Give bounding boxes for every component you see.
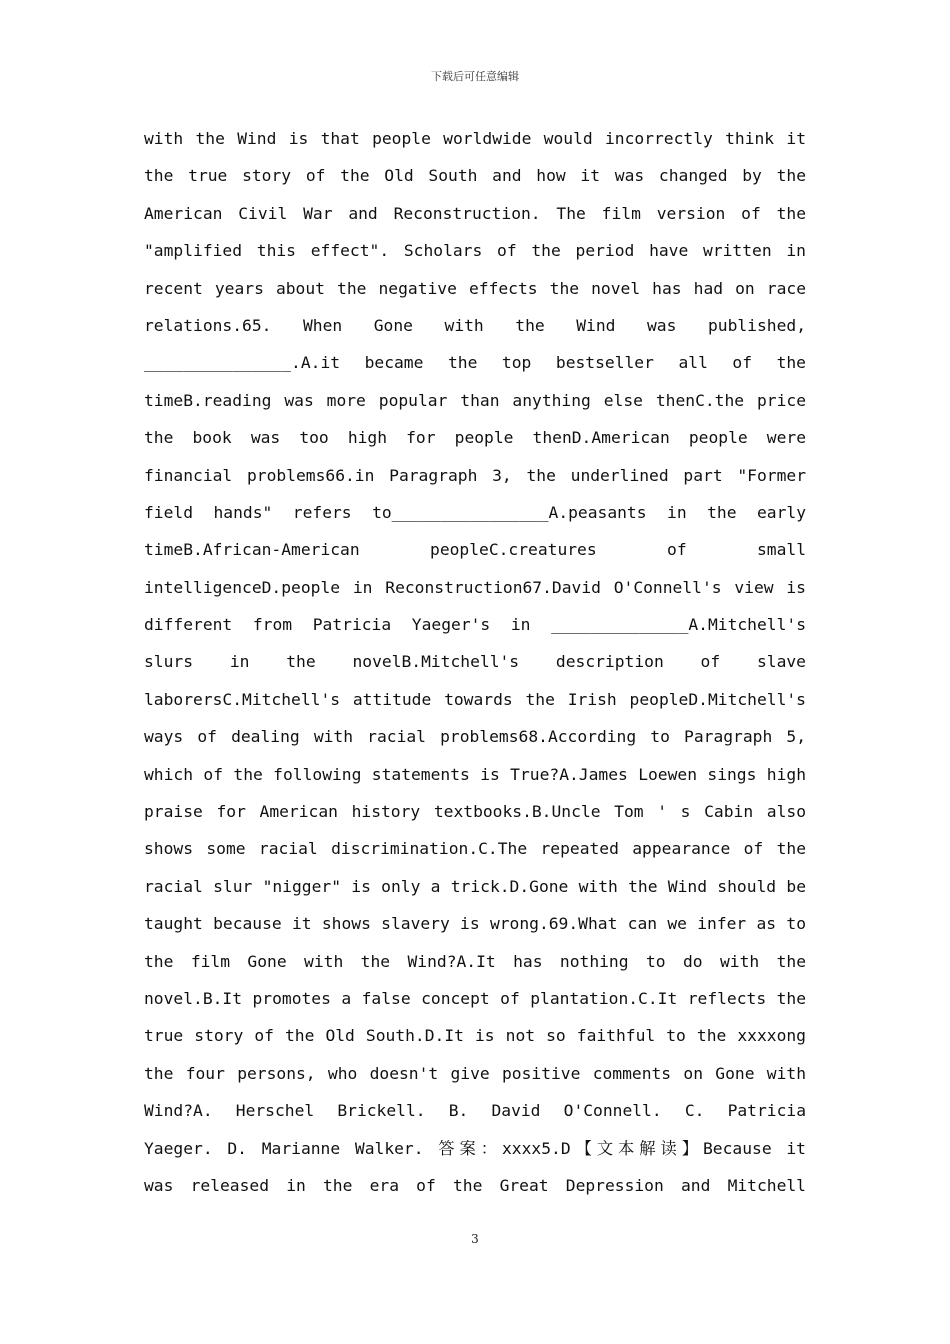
text-line: which of the following statements is True?A.James Loewen sings high (144, 764, 806, 784)
body-text (144, 120, 806, 1204)
text-line: Yaeger. D. Marianne Walker. 答案：xxxx5.D【文本解读】Because it (144, 1138, 806, 1158)
text-line: slurs in the novelB.Mitchell's description of slave (144, 652, 806, 672)
text-line: field hands" refers to________________A.peasants in the early (144, 502, 806, 522)
page-header: 下载后可任意编辑 (431, 70, 519, 83)
text-line: taught because it shows slavery is wrong.69.What can we infer as to (144, 914, 806, 934)
text-line: "amplified this effect". Scholars of the period have written in (144, 241, 806, 261)
text-line: novel.B.It promotes a false concept of plantation.C.It reflects the (144, 988, 806, 1008)
text-line: the four persons, who doesn't give positive comments on Gone with (144, 1063, 806, 1083)
text-line: recent years about the negative effects the novel has had on race (144, 278, 806, 298)
text-line: ways of dealing with racial problems68.According to Paragraph 5, (144, 727, 806, 747)
text-line: was released in the era of the Great Depression and Mitchell (144, 1175, 806, 1195)
text-line: _______________.A.it became the top bestseller all of the (144, 353, 806, 373)
text-line: with the Wind is that people worldwide would incorrectly think it (144, 129, 806, 148)
text-line: American Civil War and Reconstruction. The film version of the (144, 203, 806, 223)
text-line: the true story of the Old South and how it was changed by the (144, 166, 806, 186)
text-line: financial problems66.in Paragraph 3, the underlined part "Former (144, 465, 806, 485)
text-line: shows some racial discrimination.C.The repeated appearance of the (144, 839, 806, 859)
text-line: intelligenceD.people in Reconstruction67.David O'Connell's view is (144, 577, 806, 597)
text-line: timeB.reading was more popular than anything else thenC.the price (144, 390, 806, 410)
text-line: laborersC.Mitchell's attitude towards the Irish peopleD.Mitchell's (144, 689, 806, 709)
page-number: 3 (471, 1232, 479, 1246)
text-line: the film Gone with the Wind?A.It has nothing to do with the (144, 951, 806, 971)
text-line: racial slur "nigger" is only a trick.D.Gone with the Wind should be (144, 876, 806, 896)
text-line: true story of the Old South.D.It is not so faithful to the xxxxong (144, 1026, 806, 1046)
text-line: Wind?A. Herschel Brickell. B. David O'Connell. C. Patricia (144, 1101, 806, 1121)
text-line: different from Patricia Yaeger's in ______________A.Mitchell's (144, 615, 806, 635)
text-line: the book was too high for people thenD.American people were (144, 428, 806, 448)
text-line: praise for American history textbooks.B.Uncle Tom ' s Cabin also (144, 802, 806, 822)
text-line: relations.65. When Gone with the Wind was published, (144, 315, 806, 335)
text-line: timeB.African-American peopleC.creatures of small (144, 540, 806, 560)
